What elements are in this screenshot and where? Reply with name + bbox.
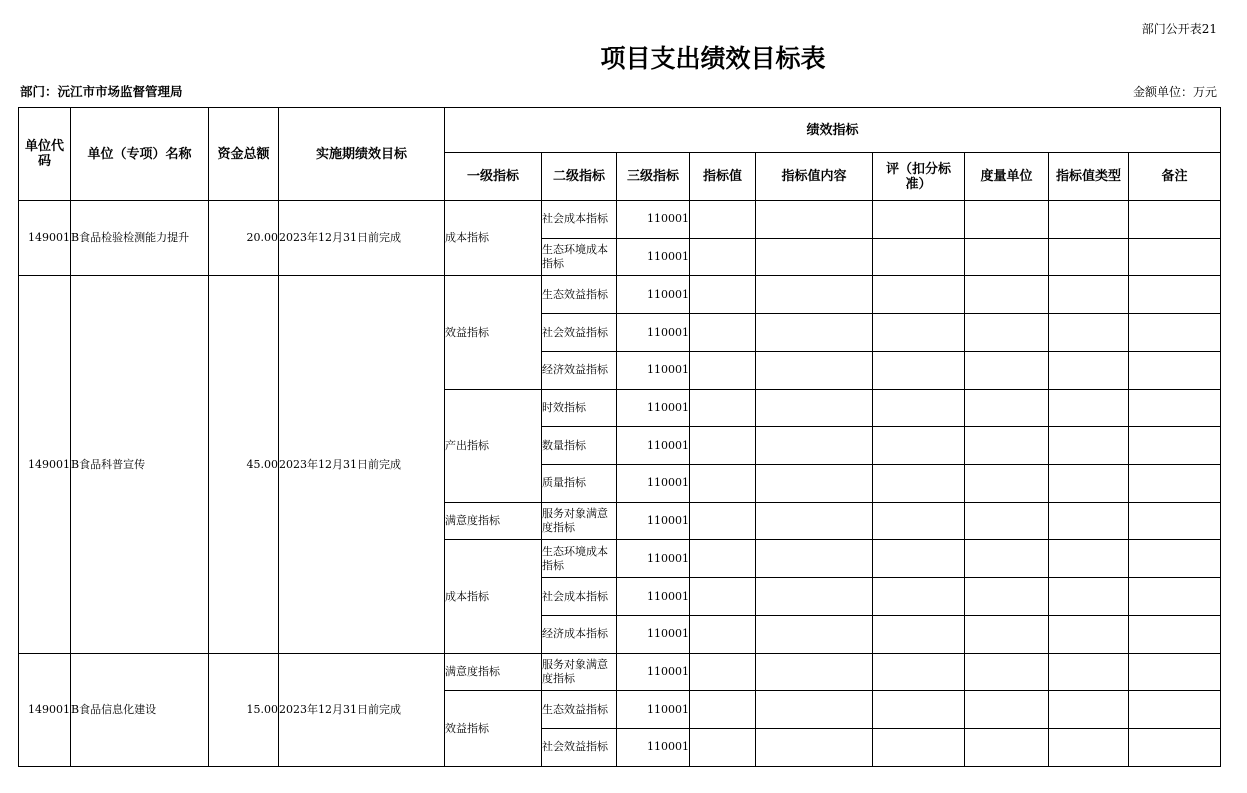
col-header-period-goal: 实施期绩效目标 [279, 108, 445, 201]
value-content-cell [756, 653, 873, 691]
remarks-cell [1129, 427, 1221, 465]
value-type-cell [1049, 540, 1129, 578]
project-name-cell: B食品检验检测能力提升 [71, 201, 209, 276]
measure-unit-cell [965, 427, 1049, 465]
value-type-cell [1049, 691, 1129, 729]
value-type-cell [1049, 615, 1129, 653]
remarks-cell [1129, 238, 1221, 276]
value-content-cell [756, 238, 873, 276]
value-type-cell [1049, 314, 1129, 352]
scoring-standard-cell [873, 276, 965, 314]
level3-indicator-cell: 110001 [617, 427, 690, 465]
indicator-value-cell [690, 653, 756, 691]
measure-unit-cell [965, 314, 1049, 352]
remarks-cell [1129, 578, 1221, 616]
measure-unit-cell [965, 691, 1049, 729]
level2-indicator-cell: 社会成本指标 [542, 201, 617, 239]
scoring-standard-cell [873, 615, 965, 653]
remarks-cell [1129, 351, 1221, 389]
level2-indicator-cell: 经济成本指标 [542, 615, 617, 653]
indicator-value-cell [690, 314, 756, 352]
level3-indicator-cell: 110001 [617, 276, 690, 314]
col-header-total-funds: 资金总额 [209, 108, 279, 201]
indicator-value-cell [690, 691, 756, 729]
col-header-scoring-standard: 评（扣分标准） [873, 153, 965, 201]
scoring-standard-cell [873, 351, 965, 389]
level1-indicator-cell: 成本指标 [445, 201, 542, 276]
level2-indicator-cell: 服务对象满意度指标 [542, 653, 617, 691]
indicator-value-cell [690, 615, 756, 653]
remarks-cell [1129, 502, 1221, 540]
indicator-value-cell [690, 465, 756, 503]
level2-indicator-cell: 数量指标 [542, 427, 617, 465]
level3-indicator-cell: 110001 [617, 351, 690, 389]
remarks-cell [1129, 653, 1221, 691]
level3-indicator-cell: 110001 [617, 238, 690, 276]
value-content-cell [756, 201, 873, 239]
scoring-standard-cell [873, 238, 965, 276]
col-header-level3: 三级指标 [617, 153, 690, 201]
table-row [19, 653, 1221, 691]
level1-indicator-cell: 成本指标 [445, 540, 542, 653]
level2-indicator-cell: 生态环境成本指标 [542, 540, 617, 578]
remarks-cell [1129, 540, 1221, 578]
value-content-cell [756, 276, 873, 314]
value-content-cell [756, 729, 873, 767]
measure-unit-cell [965, 351, 1049, 389]
col-header-level1: 一级指标 [445, 153, 542, 201]
value-type-cell [1049, 427, 1129, 465]
col-header-remarks: 备注 [1129, 153, 1221, 201]
remarks-cell [1129, 201, 1221, 239]
scoring-standard-cell [873, 427, 965, 465]
level1-indicator-cell: 满意度指标 [445, 653, 542, 691]
scoring-standard-cell [873, 465, 965, 503]
level2-indicator-cell: 服务对象满意度指标 [542, 502, 617, 540]
indicator-value-cell [690, 578, 756, 616]
total-funds-cell: 15.00 [209, 653, 279, 766]
col-header-performance-indicators: 绩效指标 [445, 108, 1221, 153]
level2-indicator-cell: 社会效益指标 [542, 729, 617, 767]
value-type-cell [1049, 578, 1129, 616]
value-type-cell [1049, 389, 1129, 427]
performance-target-table [18, 107, 1221, 767]
unit-code-cell: 149001 [19, 201, 71, 276]
scoring-standard-cell [873, 578, 965, 616]
unit-code-cell: 149001 [19, 276, 71, 653]
value-content-cell [756, 540, 873, 578]
level2-indicator-cell: 经济效益指标 [542, 351, 617, 389]
indicator-value-cell [690, 502, 756, 540]
scoring-standard-cell [873, 729, 965, 767]
level2-indicator-cell: 生态效益指标 [542, 276, 617, 314]
level3-indicator-cell: 110001 [617, 389, 690, 427]
indicator-value-cell [690, 427, 756, 465]
period-goal-cell: 2023年12月31日前完成 [279, 276, 445, 653]
scoring-standard-cell [873, 389, 965, 427]
level1-indicator-cell: 产出指标 [445, 389, 542, 502]
scoring-standard-cell [873, 540, 965, 578]
value-content-cell [756, 502, 873, 540]
level1-indicator-cell: 效益指标 [445, 276, 542, 389]
level3-indicator-cell: 110001 [617, 540, 690, 578]
remarks-cell [1129, 615, 1221, 653]
level3-indicator-cell: 110001 [617, 615, 690, 653]
remarks-cell [1129, 276, 1221, 314]
indicator-value-cell [690, 729, 756, 767]
value-type-cell [1049, 729, 1129, 767]
measure-unit-cell [965, 653, 1049, 691]
level3-indicator-cell: 110001 [617, 653, 690, 691]
level3-indicator-cell: 110001 [617, 201, 690, 239]
col-header-value-content: 指标值内容 [756, 153, 873, 201]
project-name-cell: B食品信息化建设 [71, 653, 209, 766]
level2-indicator-cell: 质量指标 [542, 465, 617, 503]
level1-indicator-cell: 满意度指标 [445, 502, 542, 540]
scoring-standard-cell [873, 314, 965, 352]
scoring-standard-cell [873, 502, 965, 540]
table-row [19, 201, 1221, 239]
indicator-value-cell [690, 540, 756, 578]
col-header-unit-name: 单位（专项）名称 [71, 108, 209, 201]
remarks-cell [1129, 314, 1221, 352]
total-funds-cell: 20.00 [209, 201, 279, 276]
unit-code-cell: 149001 [19, 653, 71, 766]
department-label: 部门：沅江市市场监督管理局 [20, 84, 183, 99]
col-header-level2: 二级指标 [542, 153, 617, 201]
value-content-cell [756, 314, 873, 352]
measure-unit-cell [965, 465, 1049, 503]
measure-unit-cell [965, 729, 1049, 767]
level3-indicator-cell: 110001 [617, 691, 690, 729]
measure-unit-cell [965, 389, 1049, 427]
measure-unit-cell [965, 540, 1049, 578]
value-content-cell [756, 615, 873, 653]
level2-indicator-cell: 社会成本指标 [542, 578, 617, 616]
value-content-cell [756, 465, 873, 503]
measure-unit-cell [965, 201, 1049, 239]
level3-indicator-cell: 110001 [617, 729, 690, 767]
level2-indicator-cell: 生态效益指标 [542, 691, 617, 729]
level2-indicator-cell: 生态环境成本指标 [542, 238, 617, 276]
value-type-cell [1049, 465, 1129, 503]
indicator-value-cell [690, 351, 756, 389]
page-title: 项目支出绩效目标表 [600, 44, 826, 73]
scoring-standard-cell [873, 691, 965, 729]
col-header-measure-unit: 度量单位 [965, 153, 1049, 201]
indicator-value-cell [690, 201, 756, 239]
level1-indicator-cell: 效益指标 [445, 691, 542, 766]
level2-indicator-cell: 社会效益指标 [542, 314, 617, 352]
project-name-cell: B食品科普宣传 [71, 276, 209, 653]
level3-indicator-cell: 110001 [617, 578, 690, 616]
indicator-value-cell [690, 389, 756, 427]
col-header-indicator-value: 指标值 [690, 153, 756, 201]
col-header-value-type: 指标值类型 [1049, 153, 1129, 201]
level3-indicator-cell: 110001 [617, 502, 690, 540]
scoring-standard-cell [873, 653, 965, 691]
period-goal-cell: 2023年12月31日前完成 [279, 201, 445, 276]
measure-unit-cell [965, 578, 1049, 616]
remarks-cell [1129, 465, 1221, 503]
total-funds-cell: 45.00 [209, 276, 279, 653]
value-content-cell [756, 389, 873, 427]
level3-indicator-cell: 110001 [617, 465, 690, 503]
measure-unit-cell [965, 615, 1049, 653]
table-row [19, 276, 1221, 314]
table-number: 部门公开表21 [1141, 22, 1217, 36]
value-type-cell [1049, 238, 1129, 276]
level3-indicator-cell: 110001 [617, 314, 690, 352]
measure-unit-cell [965, 276, 1049, 314]
remarks-cell [1129, 729, 1221, 767]
value-type-cell [1049, 276, 1129, 314]
measure-unit-cell [965, 238, 1049, 276]
period-goal-cell: 2023年12月31日前完成 [279, 653, 445, 766]
amount-unit-label: 金额单位：万元 [1132, 85, 1217, 99]
remarks-cell [1129, 691, 1221, 729]
scoring-standard-cell [873, 201, 965, 239]
indicator-value-cell [690, 238, 756, 276]
value-type-cell [1049, 201, 1129, 239]
measure-unit-cell [965, 502, 1049, 540]
value-content-cell [756, 427, 873, 465]
level2-indicator-cell: 时效指标 [542, 389, 617, 427]
value-content-cell [756, 578, 873, 616]
indicator-value-cell [690, 276, 756, 314]
value-type-cell [1049, 502, 1129, 540]
value-type-cell [1049, 351, 1129, 389]
value-type-cell [1049, 653, 1129, 691]
remarks-cell [1129, 389, 1221, 427]
col-header-unit-code: 单位代码 [19, 108, 71, 201]
value-content-cell [756, 691, 873, 729]
value-content-cell [756, 351, 873, 389]
